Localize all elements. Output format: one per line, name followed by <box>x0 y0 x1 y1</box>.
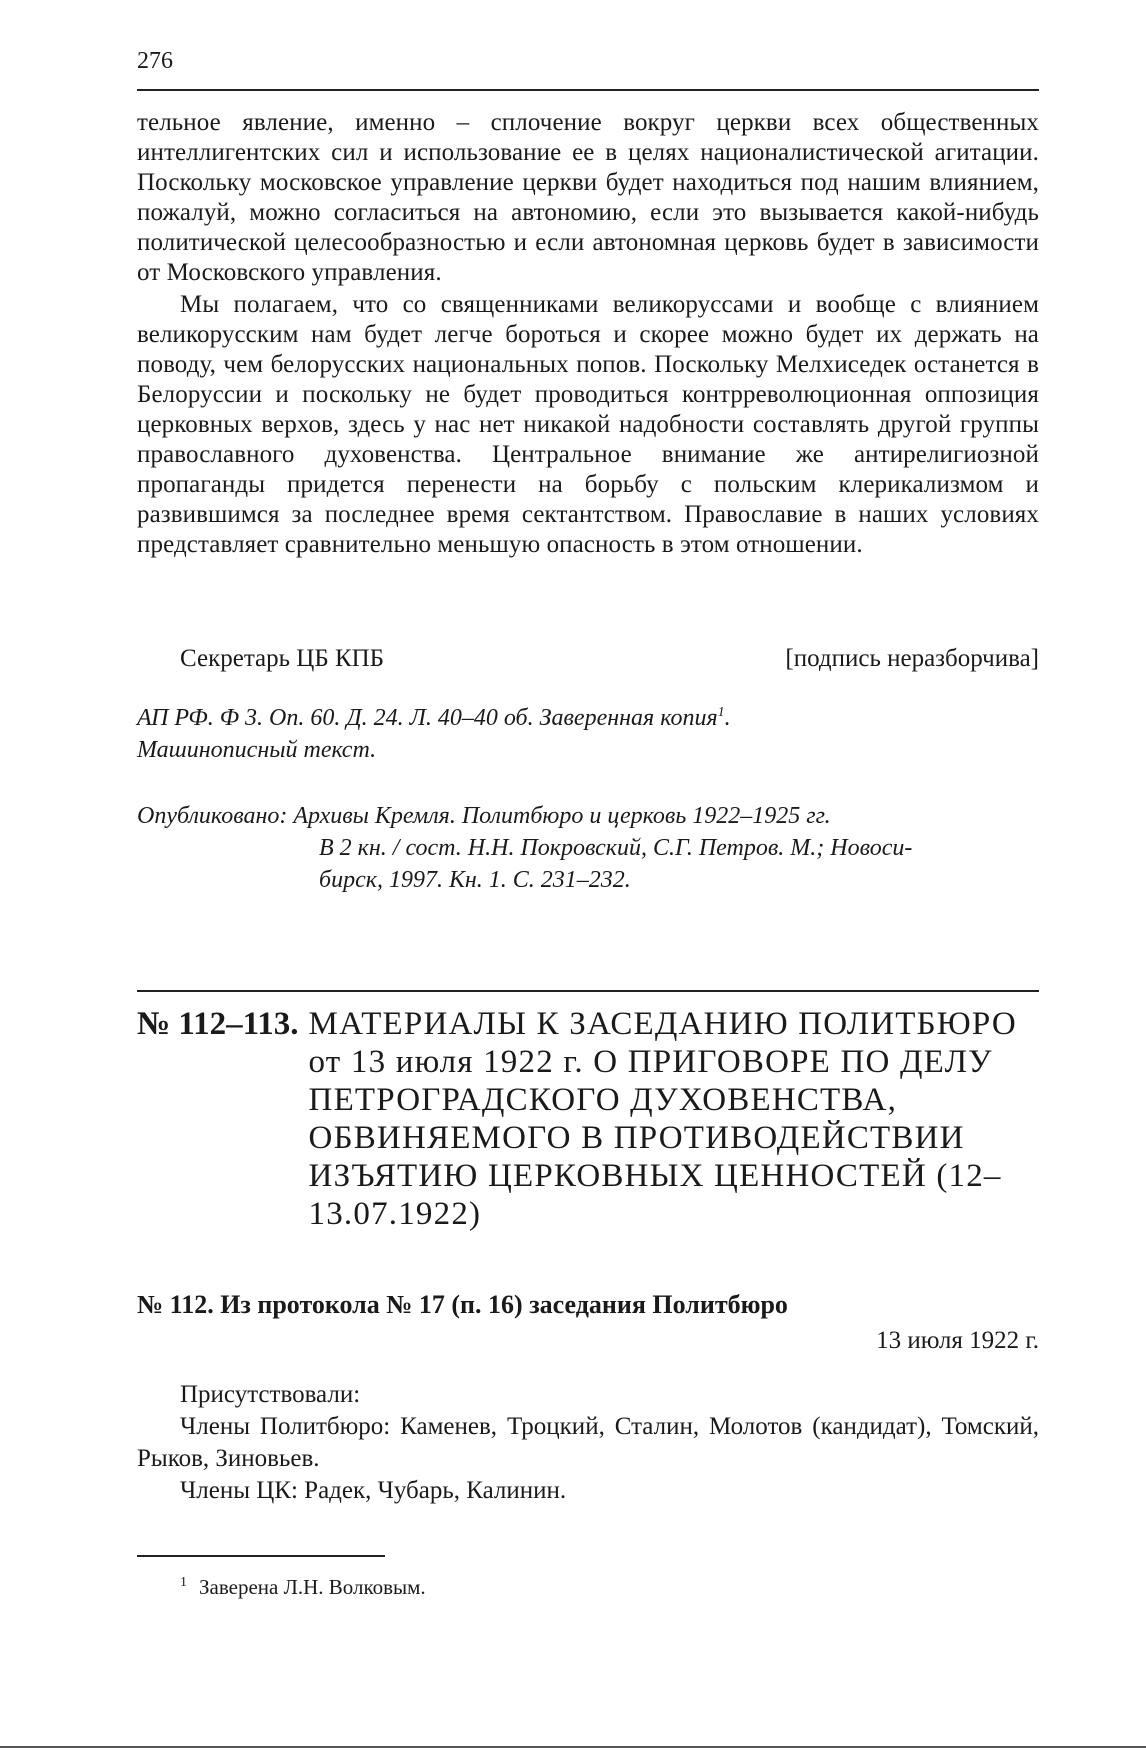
signature-position: Секретарь ЦБ КПБ <box>180 645 385 672</box>
footnote-rule <box>137 1555 385 1557</box>
attendance-politburo: Члены Политбюро: Каменев, Троцкий, Сталин, Молотов (кандидат), Томский, Рыков, Зиновьев. <box>137 1413 1039 1472</box>
footnote-mark: 1 <box>180 1575 187 1590</box>
attendance-cc: Члены ЦК: Радек, Чубарь, Калинин. <box>180 1477 567 1504</box>
published-line-3: бирск, 1997. Кн. 1. С. 231–232. <box>319 867 631 893</box>
footnote-reference: 1 <box>717 705 725 720</box>
footnote-text: Заверена Л.Н. Волковым. <box>199 1575 426 1599</box>
attendance-label: Присутствовали: <box>180 1381 361 1408</box>
signature-note: [подпись неразборчива] <box>785 645 1039 672</box>
publication-reference <box>137 800 1039 896</box>
archive-line-1: АП РФ. Ф 3. Оп. 60. Д. 24. Л. 40–40 об. Заверенная копия <box>137 705 718 731</box>
section-rule <box>137 990 1039 992</box>
published-line-1: Опубликовано: Архивы Кремля. Политбюро и церковь 1922–1925 гг. <box>137 803 831 829</box>
document-heading <box>137 1005 1039 1233</box>
document-number: № 112–113. <box>137 1006 299 1042</box>
page-number: 276 <box>137 48 173 74</box>
header-rule <box>137 89 1039 91</box>
archive-line-1-end: . <box>724 705 731 731</box>
document-date: 13 июля 1922 г. <box>876 1327 1039 1354</box>
paragraph-text: тельное явление, именно – сплочение вокруг церкви всех общественных интеллигентских сил и использование ее в целях националистической агитации. Поскольку московское управление церкви будет находиться под нашим влиянием, пожалуй, можно согласиться на автономию, если это вызывается какой-нибудь политической целесообразностью и если автономная церковь будет в зависимости от Московского управления. <box>137 109 1039 286</box>
archive-line-2: Машинописный текст. <box>137 737 377 763</box>
body-paragraph-2 <box>137 290 1039 560</box>
page-bottom-edge <box>0 1746 1146 1748</box>
document-title: МАТЕРИАЛЫ К ЗАСЕДАНИЮ ПОЛИТБЮРО от 13 июля 1922 г. О ПРИГОВОРЕ ПО ДЕЛУ ПЕТРОГРАДСКОГО ДУХОВЕНСТВА, ОБВИНЯЕМОГО В ПРОТИВОДЕЙСТВИИ ИЗЪЯТИЮ ЦЕРКОВНЫХ ЦЕННОСТЕЙ (12–13.07.1922) <box>308 1006 1017 1232</box>
published-line-2: В 2 кн. / сост. Н.Н. Покровский, С.Г. Петров. М.; Новоси- <box>319 835 913 861</box>
attendance-block <box>137 1379 1039 1507</box>
sub-document-heading: № 112. Из протокола № 17 (п. 16) заседания Политбюро <box>137 1290 788 1319</box>
body-paragraph-1 <box>137 108 1039 288</box>
signature-row <box>180 644 1039 674</box>
archive-reference <box>137 702 1039 766</box>
footnote <box>180 1570 426 1600</box>
paragraph-text: Мы полагаем, что со священниками великоруссами и вообще с влиянием великорусским нам будет легче бороться и скорее можно будет их держать на поводу, чем белорусских национальных попов. Поскольку Мелхиседек останется в Белоруссии и поскольку не будет проводиться контрреволюционная оппозиция церковных верхов, здесь у нас нет никакой надобности составлять другой группы православного духовенства. Центральное внимание же антирелигиозной пропаганды придется перенести на борьбу с польским клерикализмом и развившимся за последнее время сектантством. Православие в наших условиях представляет сравнительно меньшую опасность в этом отношении. <box>137 291 1039 558</box>
